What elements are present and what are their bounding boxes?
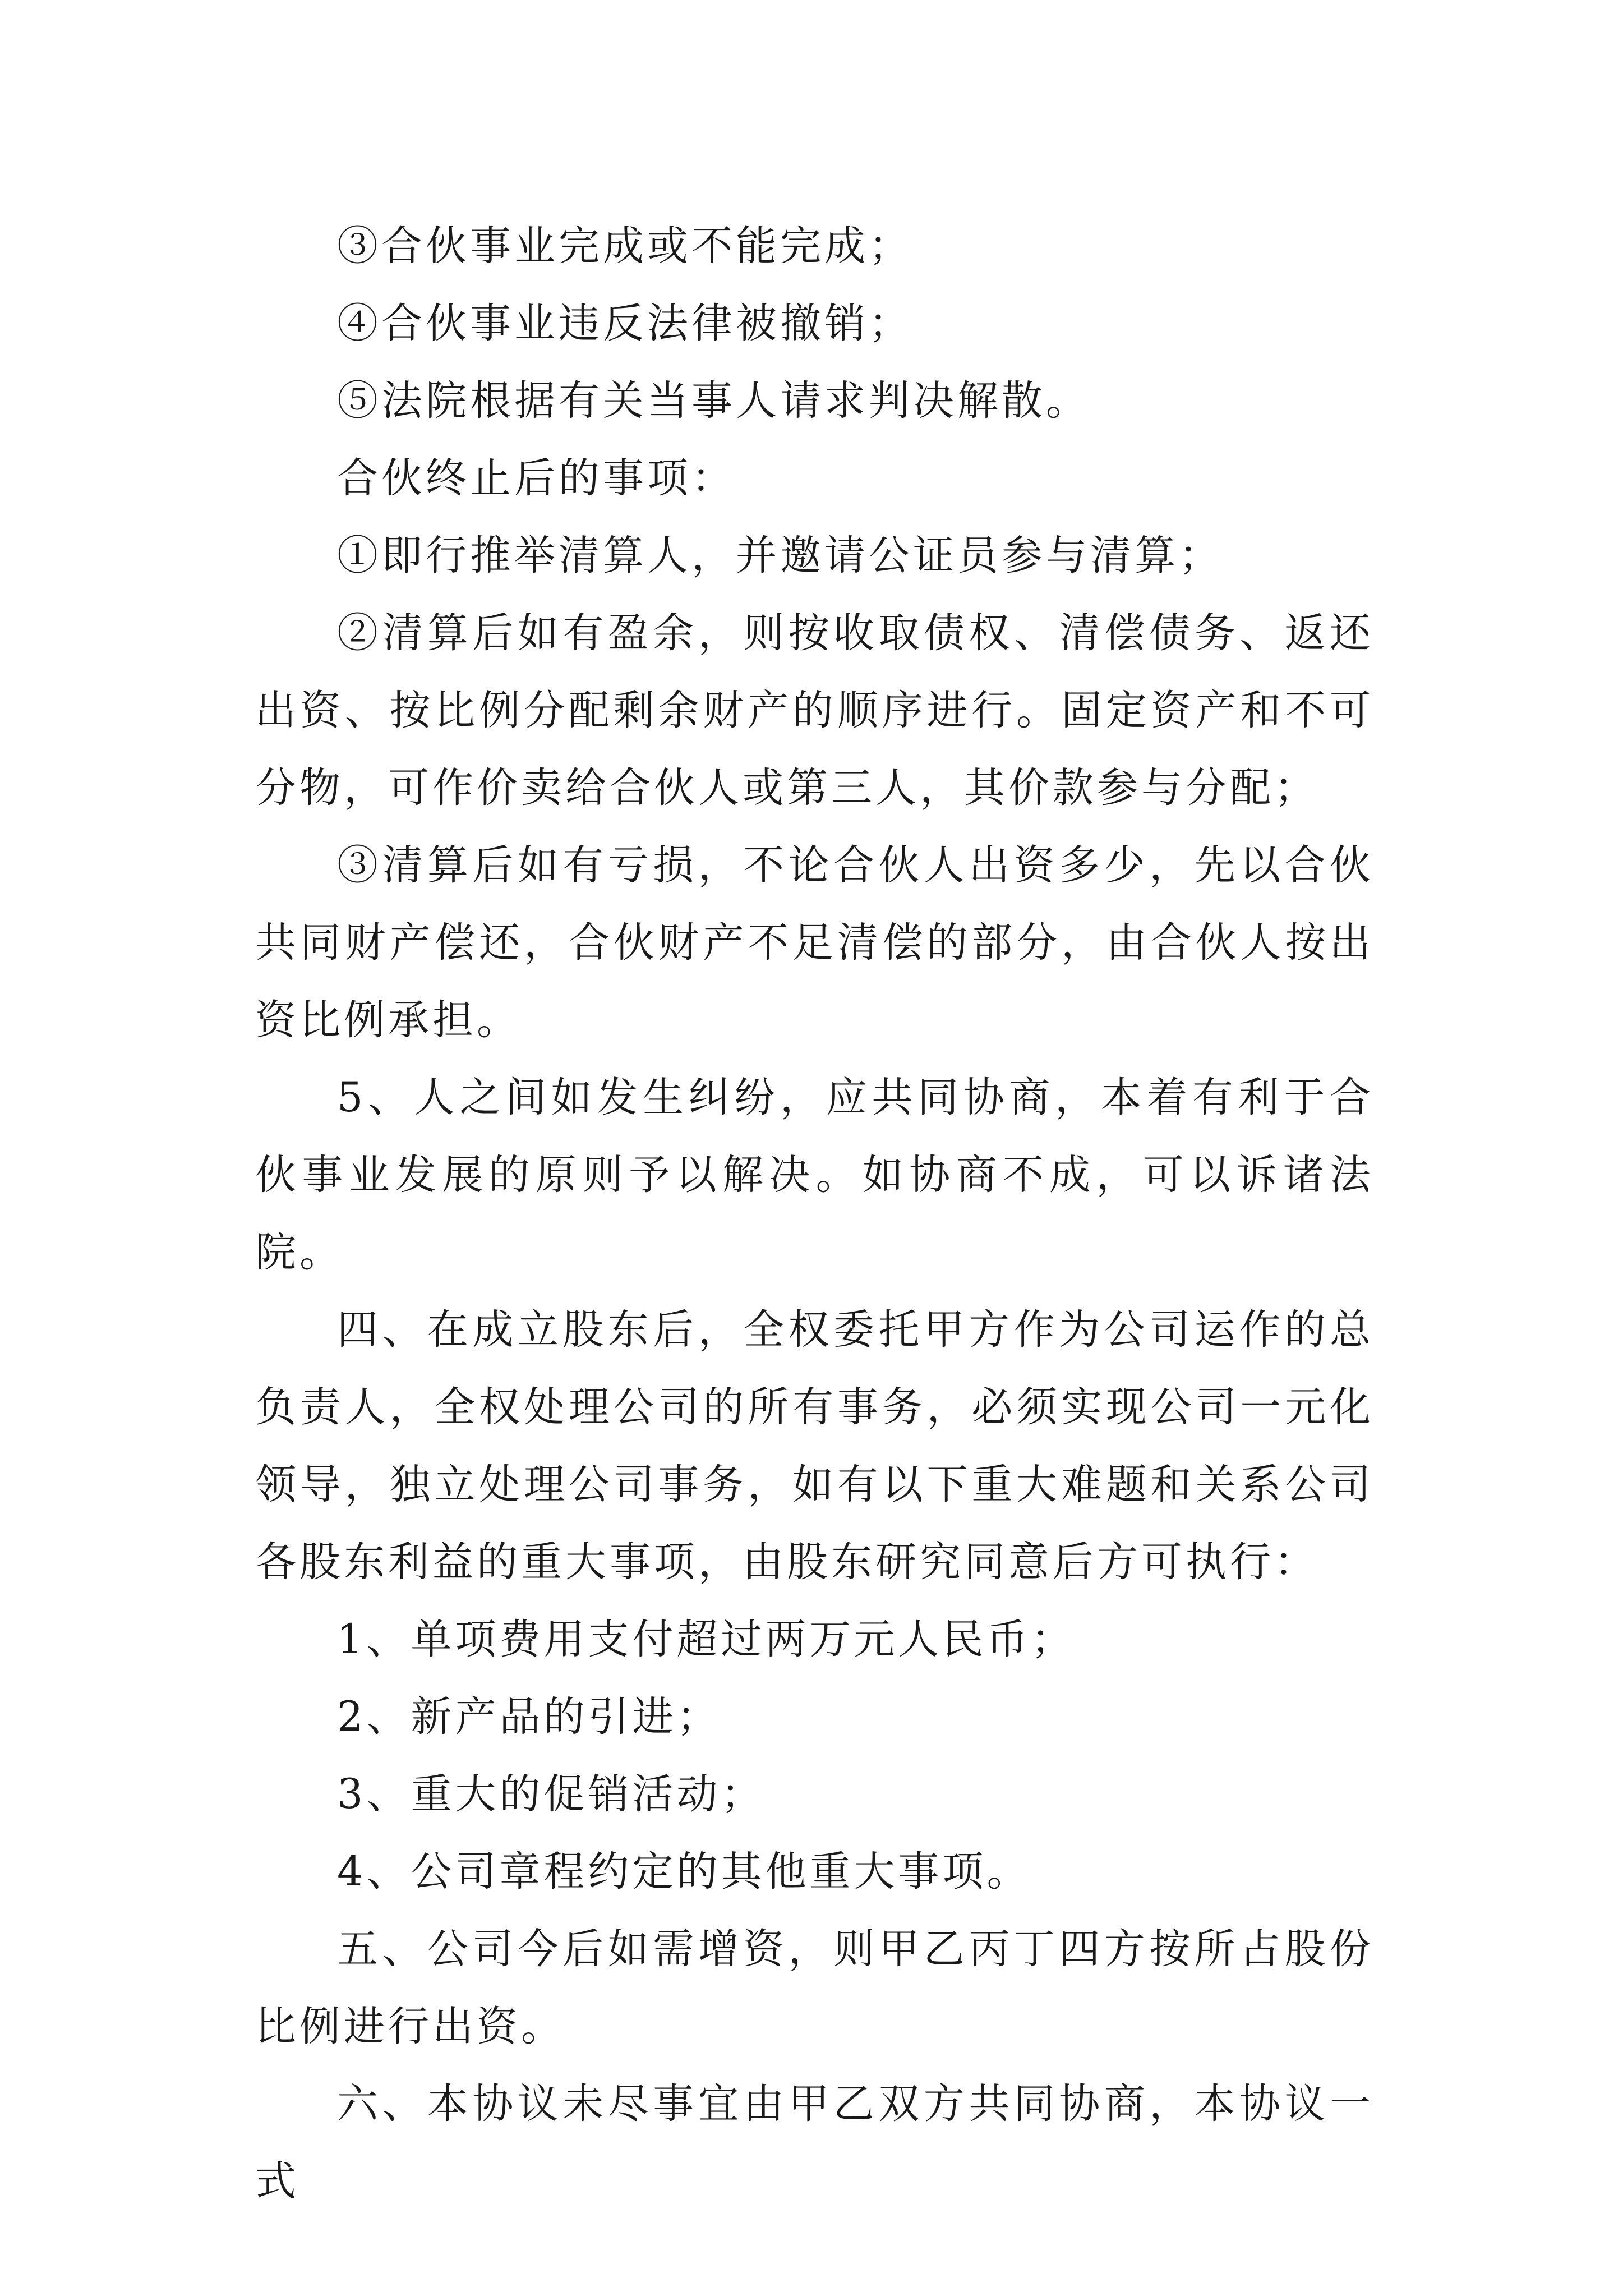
paragraph-dispute-resolution: 5、人之间如发生纠纷，应共同协商，本着有利于合伙事业发展的原则予以解决。如协商不成，可以诉诸法院。 (255, 1074, 1374, 1276)
paragraph-major-item-3: 3、重大的促销活动； (337, 1770, 766, 1818)
paragraph-post-termination-heading: 合伙终止后的事项： (337, 454, 736, 502)
paragraph-dissolution-item-3: ③合伙事业完成或不能完成； (337, 222, 913, 270)
paragraph-major-item-4: 4、公司章程约定的其他重大事项。 (337, 1848, 1031, 1895)
paragraph-dissolution-item-5: ⑤法院根据有关当事人请求判决解散。 (337, 377, 1090, 425)
paragraph-section-five: 五、公司今后如需增资，则甲乙丙丁四方按所占股份比例进行出资。 (255, 1925, 1374, 2050)
paragraph-section-four: 四、在成立股东后，全权委托甲方作为公司运作的总负责人，全权处理公司的所有事务，必须实现公司一元化领导，独立处理公司事务，如有以下重大难题和关系公司各股东利益的重大事项，由股东研究同意后方可执行： (255, 1306, 1374, 1586)
paragraph-liquidation-item-3: ③清算后如有亏损，不论合伙人出资多少，先以合伙共同财产偿还，合伙财产不足清偿的部分，由合伙人按出资比例承担。 (255, 841, 1374, 1044)
paragraph-major-item-2: 2、新产品的引进； (337, 1693, 721, 1741)
paragraph-dissolution-item-4: ④合伙事业违反法律被撤销； (337, 300, 913, 347)
paragraph-liquidation-item-1: ①即行推举清算人，并邀请公证员参与清算； (337, 532, 1223, 579)
paragraph-section-six: 六、本协议未尽事宜由甲乙双方共同协商，本协议一式 (255, 2080, 1374, 2205)
document-body (255, 208, 1374, 2220)
paragraph-liquidation-item-2: ②清算后如有盈余，则按收取债权、清偿债务、返还出资、按比例分配剩余财产的顺序进行。固定资产和不可分物，可作价卖给合伙人或第三人，其价款参与分配； (255, 609, 1374, 812)
paragraph-major-item-1: 1、单项费用支付超过两万元人民币； (337, 1616, 1076, 1663)
